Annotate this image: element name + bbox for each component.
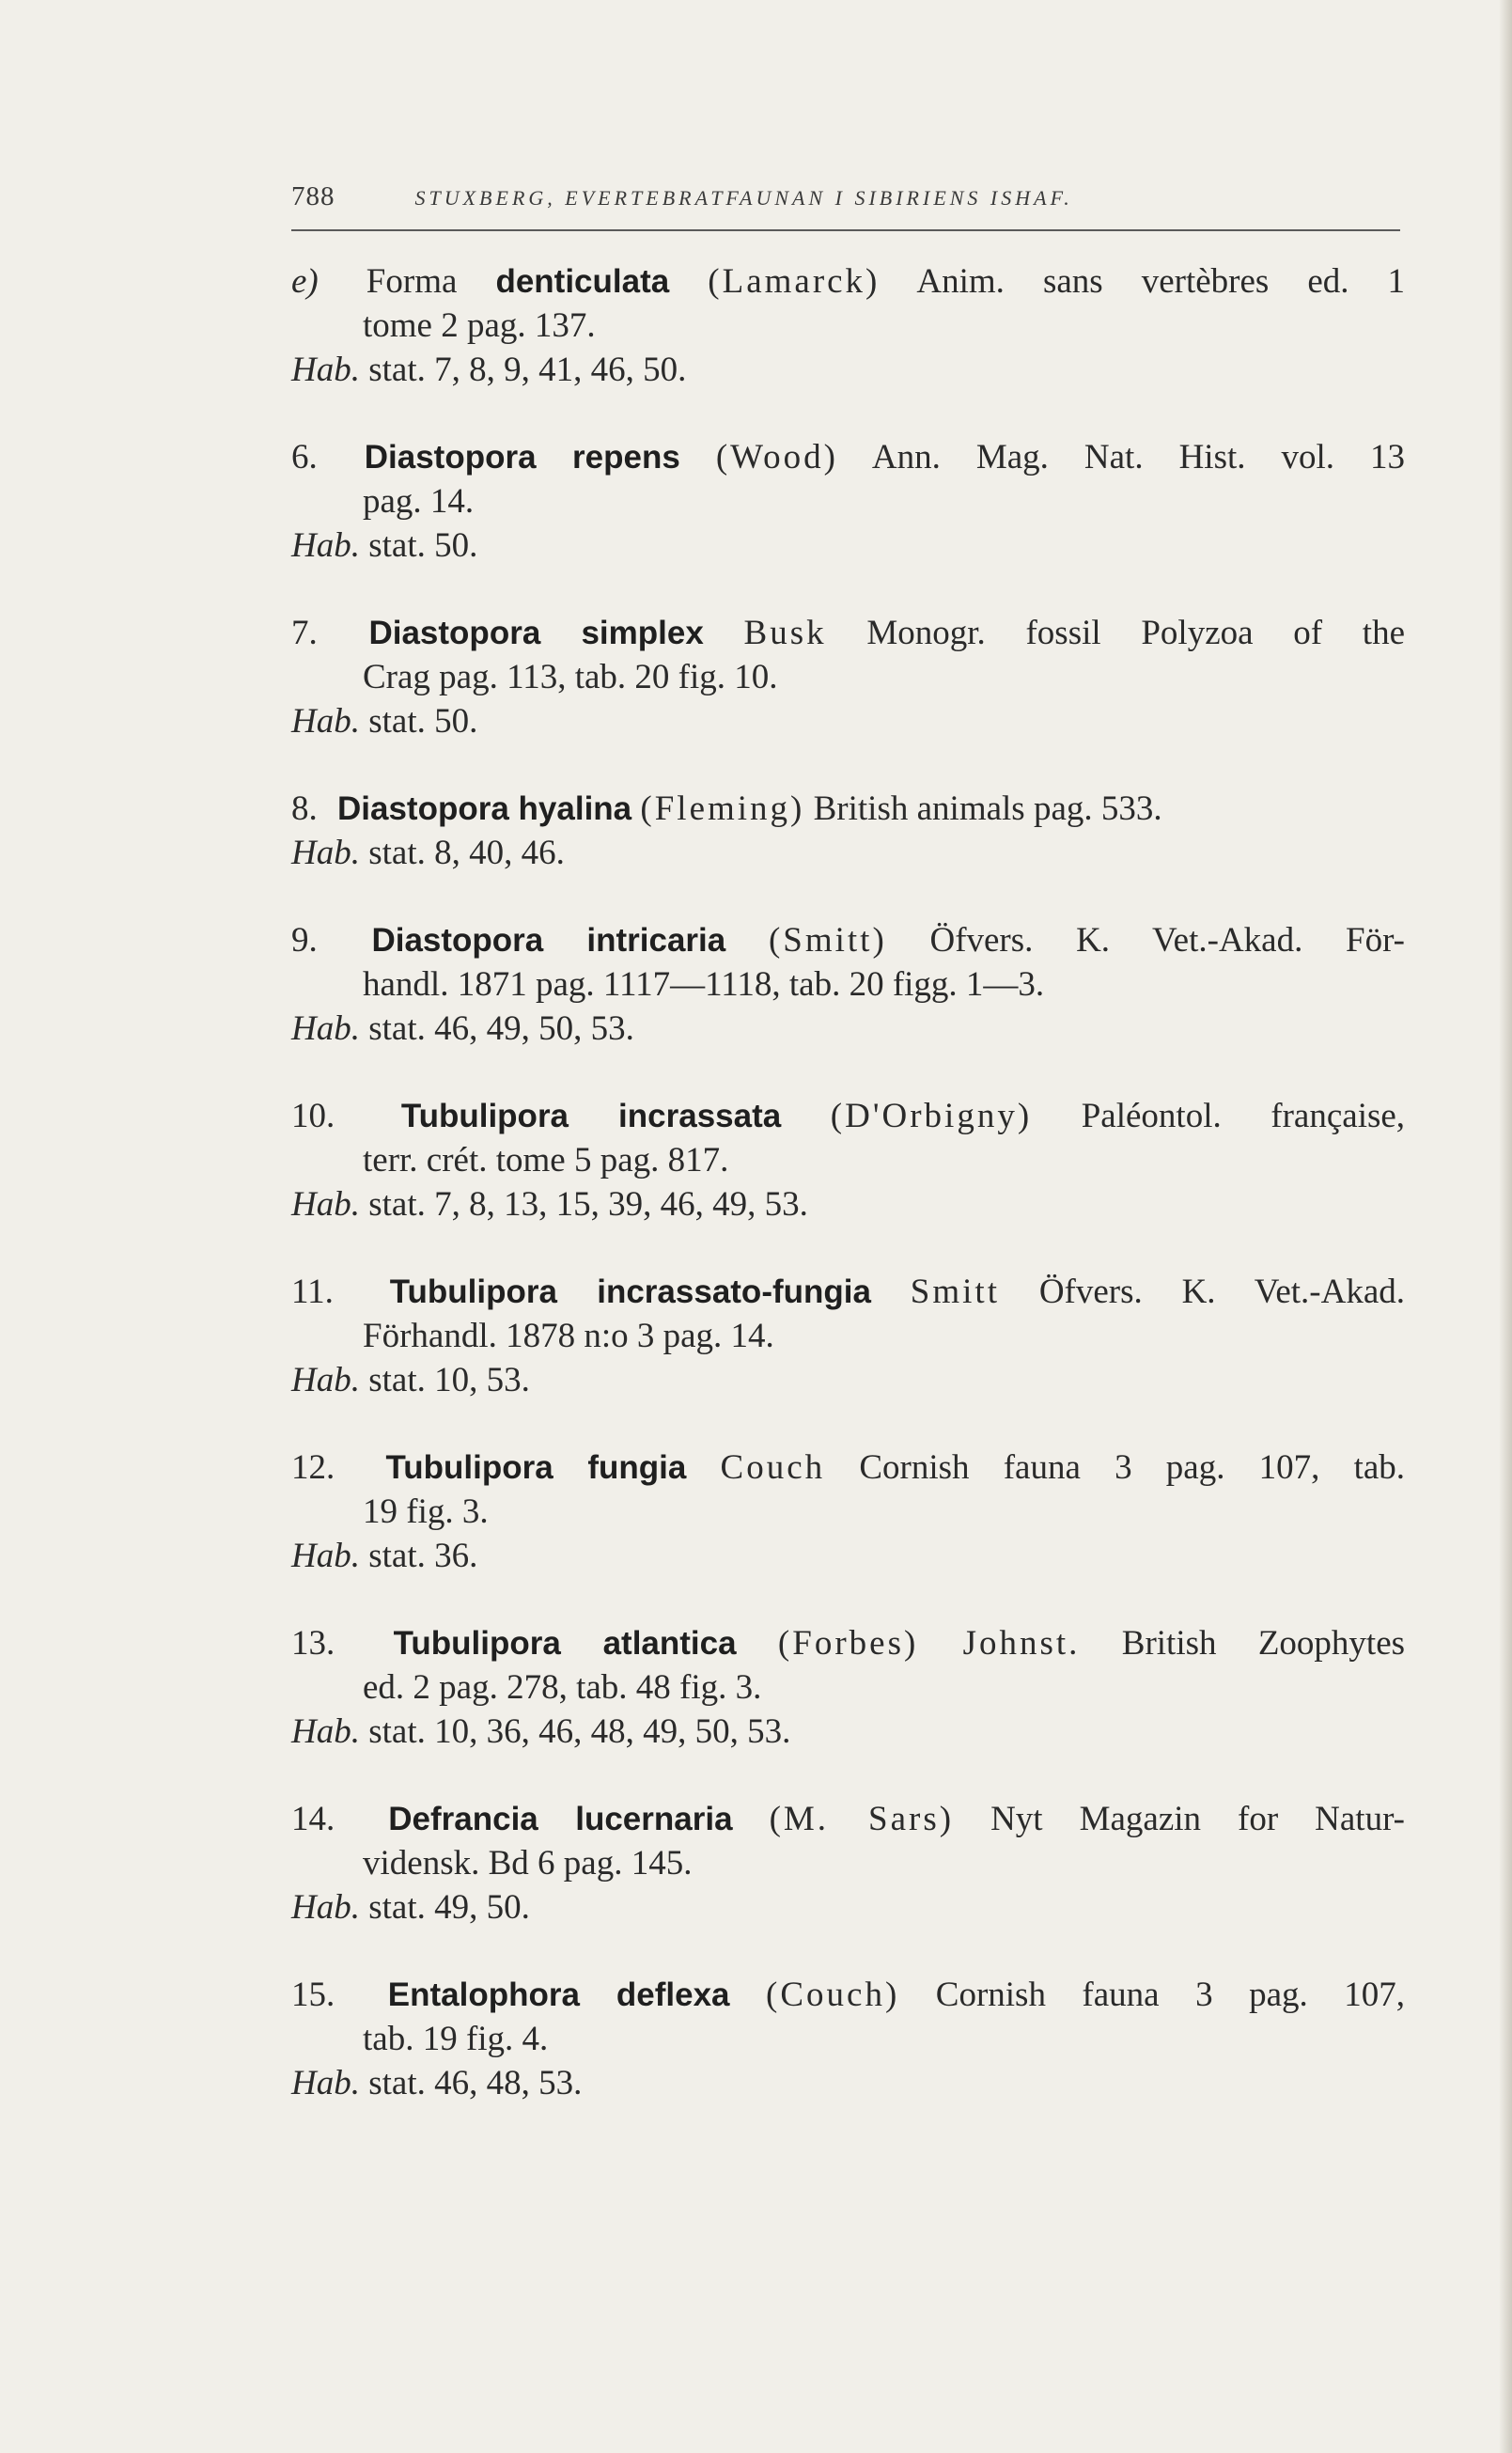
species-author: Couch: [720, 1448, 826, 1487]
entry-number: 12.: [291, 1448, 335, 1487]
species-reference: British Zoophytes: [1121, 1624, 1406, 1663]
entry-number: 14.: [291, 1800, 335, 1838]
species-list: [291, 259, 1405, 2148]
reference-continuation: terr. crét. tome 5 pag. 817.: [363, 1141, 729, 1180]
species-reference: Nyt Magazin for Natur-: [990, 1800, 1405, 1838]
species-reference: Paléontol. française,: [1081, 1097, 1406, 1135]
habitat-stations: stat. 7, 8, 13, 15, 39, 46, 49, 53.: [368, 1185, 808, 1224]
habitat-label: Hab.: [291, 702, 360, 741]
habitat-label: Hab.: [291, 351, 360, 389]
species-entry: [291, 1445, 1405, 1578]
species-name: denticulata: [495, 263, 670, 300]
species-author: (Forbes) Johnst.: [777, 1624, 1081, 1663]
species-reference: Cornish fauna 3 pag. 107,: [935, 1976, 1406, 2014]
habitat-label: Hab.: [291, 1009, 360, 1048]
habitat-stations: stat. 7, 8, 9, 41, 46, 50.: [368, 351, 687, 389]
habitat-label: Hab.: [291, 1888, 360, 1927]
page-number: 788: [291, 181, 335, 211]
species-name: Diastopora repens: [364, 439, 680, 476]
running-title: STUXBERG, EVERTEBRATFAUNAN I SIBIRIENS ISHAF.: [414, 186, 1073, 210]
habitat-line: [291, 523, 1405, 568]
species-entry: [291, 918, 1405, 1051]
reference-continuation: ed. 2 pag. 278, tab. 48 fig. 3.: [363, 1668, 762, 1707]
entry-number: 7.: [291, 614, 318, 652]
habitat-stations: stat. 49, 50.: [368, 1888, 530, 1927]
habitat-line: [291, 1007, 1405, 1051]
species-reference: Cornish fauna 3 pag. 107, tab.: [859, 1448, 1406, 1487]
species-entry: [291, 435, 1405, 568]
reference-continuation: tome 2 pag. 137.: [363, 306, 596, 345]
entry-number: 8.: [291, 789, 318, 828]
species-entry: [291, 1621, 1405, 1754]
species-name: Entalophora deflexa: [387, 1976, 730, 2013]
species-entry: [291, 1973, 1405, 2105]
species-reference: Öfvers. K. Vet.-Akad. För-: [929, 921, 1406, 960]
habitat-stations: stat. 46, 48, 53.: [368, 2064, 583, 2102]
species-entry: [291, 787, 1405, 875]
species-name: Tubulipora incrassata: [400, 1098, 782, 1134]
species-name: Diastopora hyalina: [337, 790, 632, 827]
species-entry: [291, 1270, 1405, 1402]
habitat-line: [291, 1182, 1405, 1226]
species-name: Diastopora intricaria: [371, 922, 726, 959]
species-name: Tubulipora incrassato-fungia: [389, 1273, 871, 1310]
species-entry: [291, 611, 1405, 743]
habitat-label: Hab.: [291, 834, 360, 872]
entry-number: 10.: [291, 1097, 335, 1135]
entry-number: 11.: [291, 1273, 334, 1311]
habitat-label: Hab.: [291, 1361, 360, 1399]
species-name: Defrancia lucernaria: [388, 1801, 733, 1837]
habitat-label: Hab.: [291, 1537, 360, 1575]
habitat-label: Hab.: [291, 1712, 360, 1751]
species-reference: Anim. sans vertèbres ed. 1: [916, 262, 1406, 301]
species-author: (M. Sars): [769, 1800, 955, 1838]
reference-continuation: pag. 14.: [363, 482, 475, 521]
habitat-line: [291, 1885, 1405, 1930]
page-edge: [1499, 0, 1512, 2453]
species-reference: Öfvers. K. Vet.-Akad.: [1038, 1273, 1406, 1311]
reference-continuation: Förhandl. 1878 n:o 3 pag. 14.: [363, 1317, 774, 1355]
habitat-stations: stat. 46, 49, 50, 53.: [368, 1009, 634, 1048]
species-entry: [291, 259, 1405, 392]
species-reference: Monogr. fossil Polyzoa of the: [866, 614, 1406, 652]
entry-number: 13.: [291, 1624, 335, 1663]
habitat-label: Hab.: [291, 2064, 360, 2102]
entry-number: 9.: [291, 921, 318, 960]
habitat-stations: stat. 50.: [368, 702, 478, 741]
page-header: [291, 181, 1400, 212]
species-reference: Ann. Mag. Nat. Hist. vol. 13: [871, 438, 1406, 477]
species-author: Smitt: [910, 1273, 1000, 1311]
reference-continuation: 19 fig. 3.: [363, 1492, 489, 1531]
header-rule: [291, 229, 1400, 231]
habitat-line: [291, 831, 1405, 875]
habitat-line: [291, 1358, 1405, 1402]
entry-number: 6.: [291, 438, 318, 477]
entry-number: e): [291, 262, 319, 301]
entry-prefix: Forma: [366, 262, 458, 301]
species-author: (Lamarck): [708, 262, 881, 301]
species-entry: [291, 1094, 1405, 1226]
species-entry: [291, 1797, 1405, 1930]
species-author: (D'Orbigny): [830, 1097, 1033, 1135]
habitat-line: [291, 699, 1405, 743]
entry-number: 15.: [291, 1976, 335, 2014]
species-author: (Fleming): [640, 789, 805, 828]
habitat-line: [291, 2061, 1405, 2105]
habitat-line: [291, 1710, 1405, 1754]
reference-continuation: tab. 19 fig. 4.: [363, 2020, 549, 2058]
reference-continuation: vidensk. Bd 6 pag. 145.: [363, 1844, 693, 1883]
species-author: (Couch): [766, 1976, 900, 2014]
species-name: Diastopora simplex: [368, 615, 704, 651]
reference-continuation: Crag pag. 113, tab. 20 fig. 10.: [363, 658, 778, 696]
habitat-stations: stat. 8, 40, 46.: [368, 834, 565, 872]
habitat-stations: stat. 36.: [368, 1537, 478, 1575]
species-name: Tubulipora atlantica: [393, 1625, 737, 1662]
habitat-label: Hab.: [291, 1185, 360, 1224]
habitat-label: Hab.: [291, 526, 360, 565]
habitat-line: [291, 348, 1405, 392]
species-author: Busk: [743, 614, 827, 652]
species-name: Tubulipora fungia: [385, 1449, 687, 1486]
reference-continuation: handl. 1871 pag. 1117—1118, tab. 20 figg. 1—3.: [363, 965, 1045, 1004]
habitat-stations: stat. 10, 53.: [368, 1361, 530, 1399]
species-author: (Smitt): [768, 921, 887, 960]
species-reference: British animals pag. 533.: [813, 789, 1162, 828]
habitat-stations: stat. 50.: [368, 526, 478, 565]
habitat-stations: stat. 10, 36, 46, 48, 49, 50, 53.: [368, 1712, 791, 1751]
species-author: (Wood): [715, 438, 838, 477]
habitat-line: [291, 1534, 1405, 1578]
